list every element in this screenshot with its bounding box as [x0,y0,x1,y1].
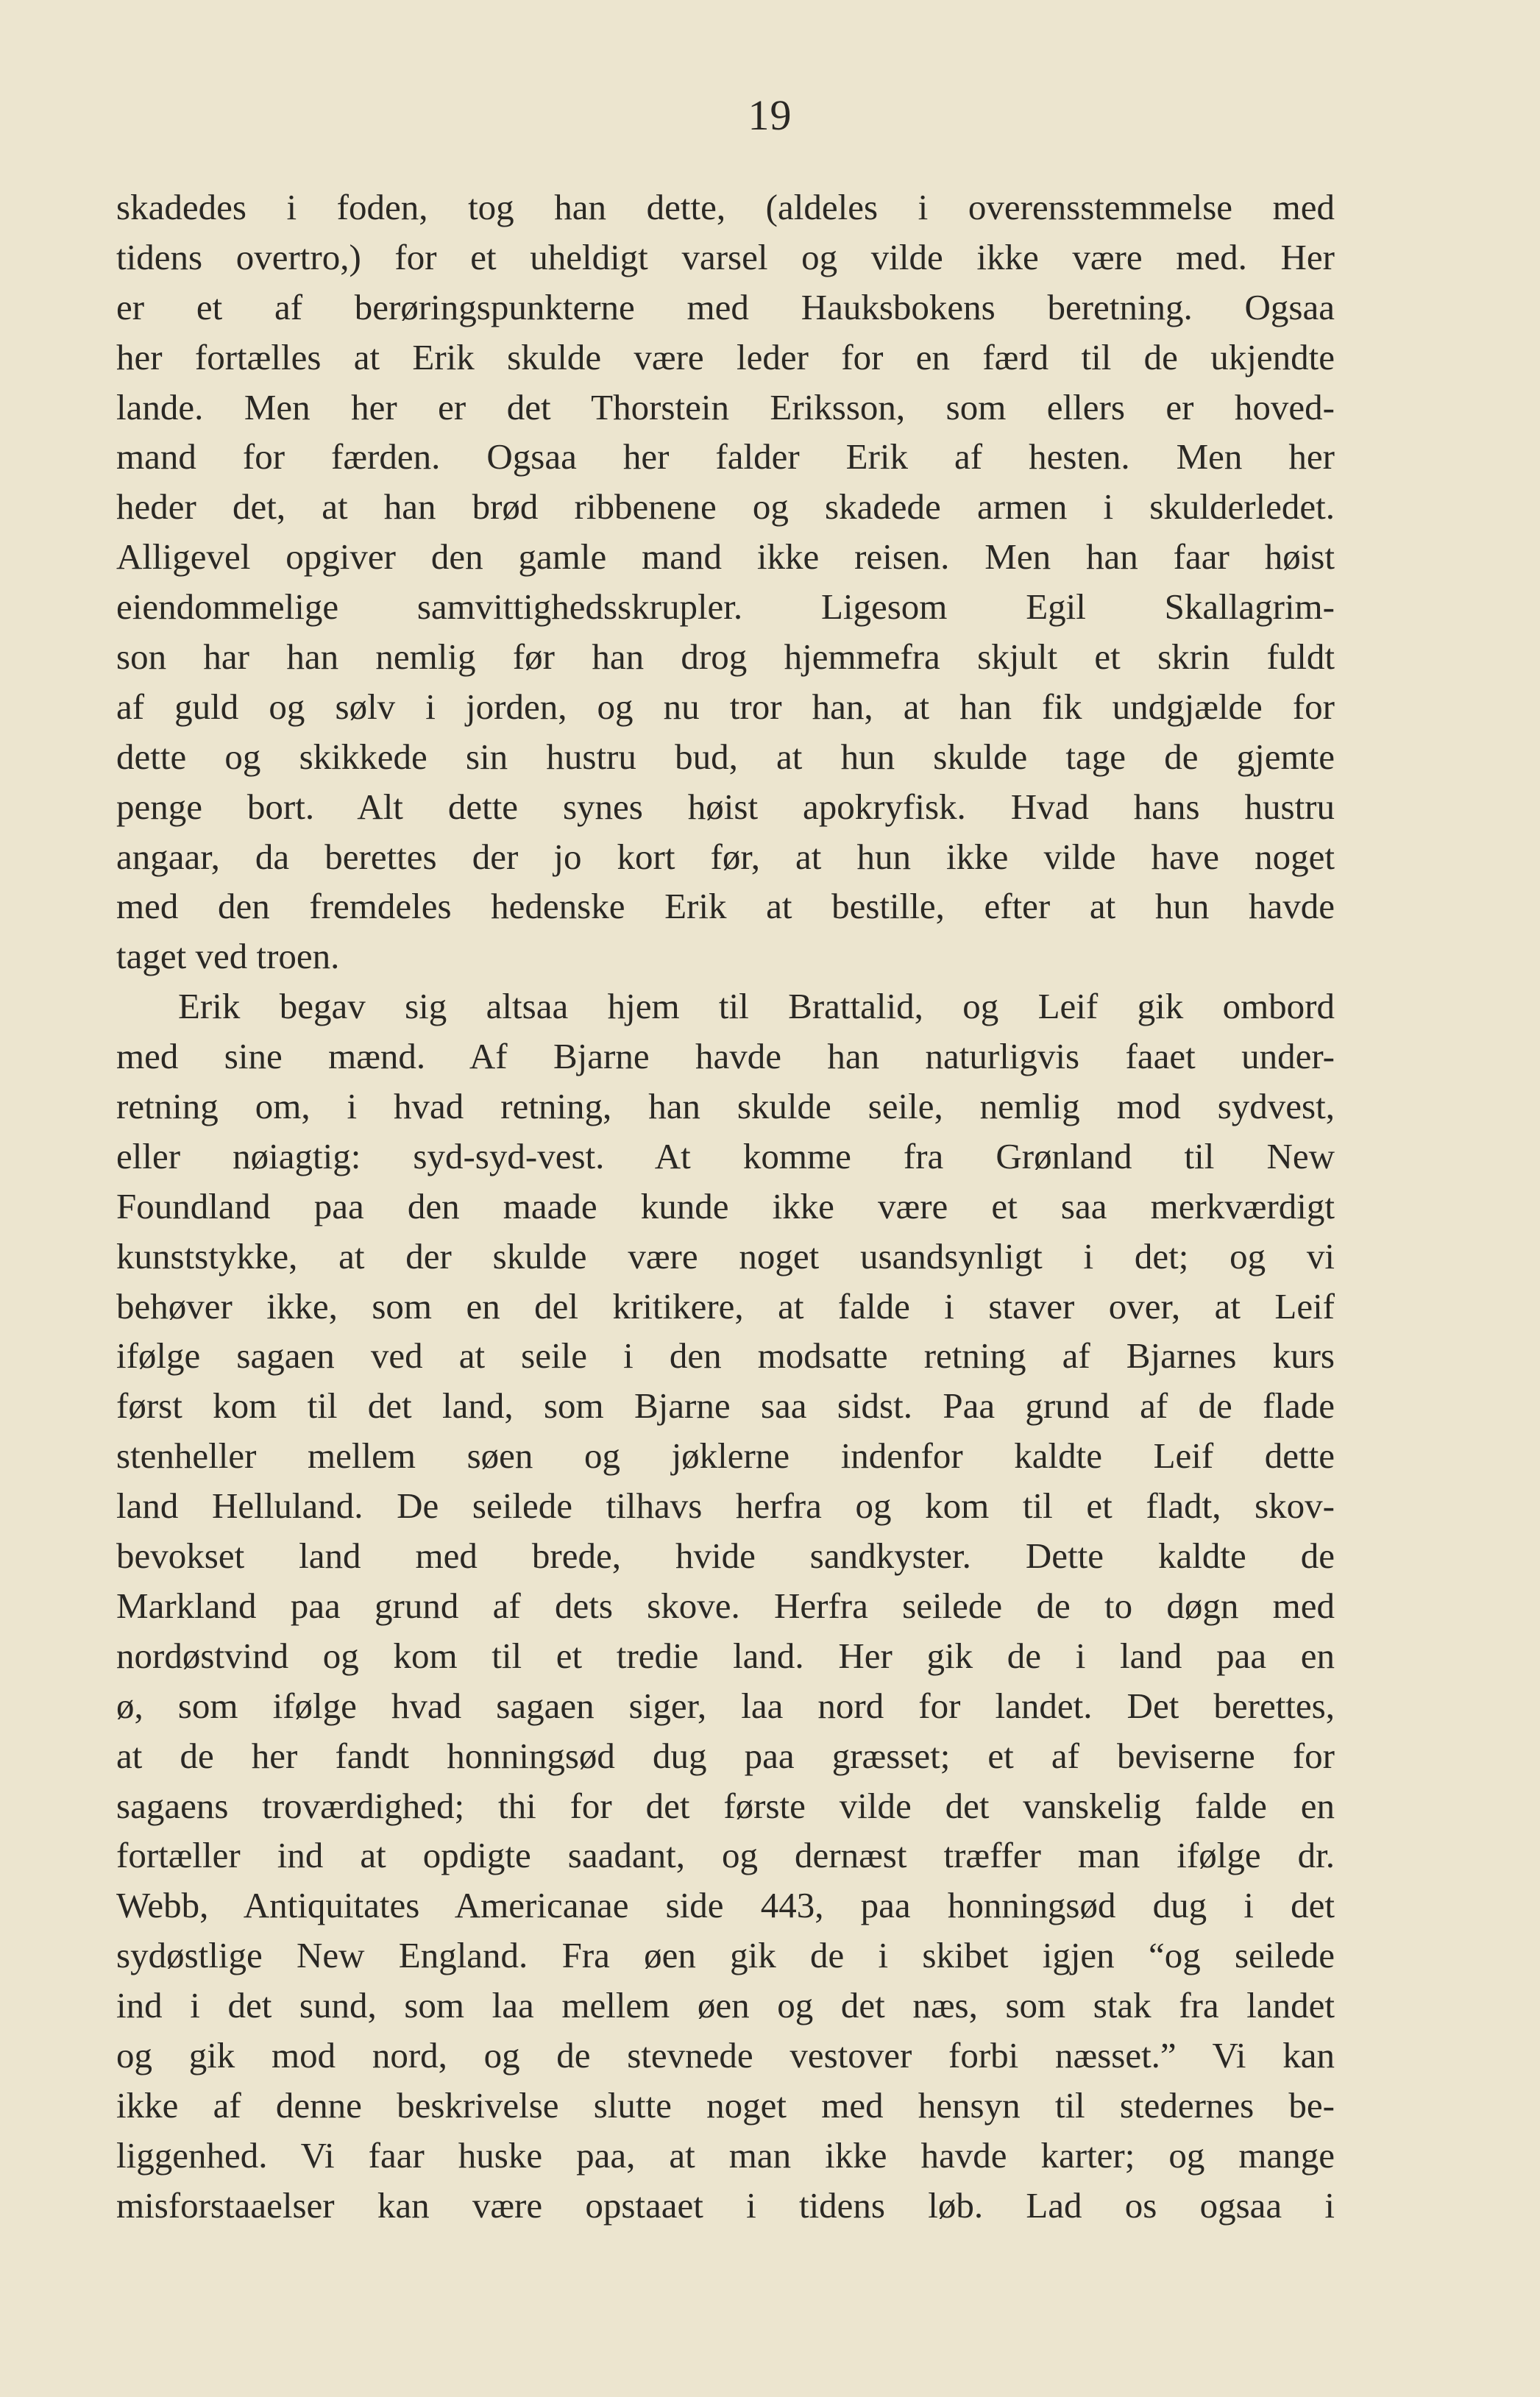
text-line: heder det, at han brød ribbenene og skadede armen i skulderledet. [116,486,1335,528]
text-line: behøver ikke, som en del kritikere, at falde i staver over, at Leif [116,1285,1335,1327]
text-line: med den fremdeles hedenske Erik at bestille, efter at hun havde [116,886,1335,927]
text-line: sagaens troværdighed; thi for det første vilde det vanskelig falde en [116,1785,1335,1826]
text-line: mand for færden. Ogsaa her falder Erik af hesten. Men her [116,436,1335,477]
text-line: fortæller ind at opdigte saadant, og dernæst træffer man ifølge dr. [116,1835,1335,1876]
text-line: land Helluland. De seilede tilhavs herfra og kom til et fladt, skov- [116,1485,1335,1527]
text-line: Markland paa grund af dets skove. Herfra seilede de to døgn med [116,1585,1335,1626]
text-line: kunststykke, at der skulde være noget usandsynligt i det; og vi [116,1235,1335,1276]
text-line: Alligevel opgiver den gamle mand ikke reisen. Men han faar høist [116,536,1335,578]
text-line: ind i det sund, som laa mellem øen og det næs, som stak fra landet [116,1985,1335,2026]
text-line: og gik mod nord, og de stevnede vestover forbi næsset.” Vi kan [116,2034,1335,2075]
text-line: angaar, da berettes der jo kort før, at hun ikke vilde have noget [116,836,1335,877]
text-line: at de her fandt honningsød dug paa græsset; et af beviserne for [116,1735,1335,1776]
text-line: liggenhed. Vi faar huske paa, at man ikke havde karter; og mange [116,2134,1335,2176]
text-line: ikke af denne beskrivelse slutte noget med hensyn til stedernes be- [116,2084,1335,2126]
text-line: af guld og sølv i jorden, og nu tror han, at han fik undgjælde for [116,686,1335,727]
page-number: 19 [748,91,792,139]
text-line: med sine mænd. Af Bjarne havde han naturligvis faaet under- [116,1036,1335,1077]
body-text [116,182,1335,2231]
text-line: bevokset land med brede, hvide sandkyster. Dette kaldte de [116,1535,1335,1577]
text-line: nordøstvind og kom til et tredie land. Her gik de i land paa en [116,1635,1335,1676]
text-line: Foundland paa den maade kunde ikke være et saa merkværdigt [116,1185,1335,1226]
text-line: Webb, Antiquitates Americanae side 443, paa honningsød dug i det [116,1885,1335,1926]
paragraph-start-line: Erik begav sig altsaa hjem til Brattalid, og Leif gik ombord [178,986,1335,1027]
text-line: son har han nemlig før han drog hjemmefra skjult et skrin fuldt [116,636,1335,678]
text-line: tidens overtro,) for et uheldigt varsel og vilde ikke være med. Her [116,236,1335,277]
text-line: eiendommelige samvittighedsskrupler. Ligesom Egil Skallagrim- [116,586,1335,628]
text-line: retning om, i hvad retning, han skulde seile, nemlig mod sydvest, [116,1086,1335,1127]
text-line: lande. Men her er det Thorstein Eriksson, som ellers er hoved- [116,386,1335,427]
text-line: ifølge sagaen ved at seile i den modsatte retning af Bjarnes kurs [116,1335,1335,1377]
text-line: eller nøiagtig: syd-syd-vest. At komme fra Grønland til New [116,1135,1335,1176]
text-line: skadedes i foden, tog han dette, (aldeles i overensstemmelse med [116,187,1335,227]
text-line: stenheller mellem søen og jøklerne indenfor kaldte Leif dette [116,1435,1335,1477]
paragraph-end-line: taget ved troen. [116,936,340,977]
text-line: er et af berøringspunkterne med Hauksbokens beretning. Ogsaa [116,286,1335,327]
text-line: ø, som ifølge hvad sagaen siger, laa nord for landet. Det berettes, [116,1685,1335,1726]
text-line: først kom til det land, som Bjarne saa sidst. Paa grund af de flade [116,1385,1335,1427]
text-line: her fortælles at Erik skulde være leder for en færd til de ukjendte [116,336,1335,377]
text-line: dette og skikkede sin hustru bud, at hun skulde tage de gjemte [116,736,1335,777]
text-line: misforstaaelser kan være opstaaet i tidens løb. Lad os ogsaa i [116,2184,1335,2226]
text-line: penge bort. Alt dette synes høist apokryfisk. Hvad hans hustru [116,786,1335,827]
text-line: sydøstlige New England. Fra øen gik de i skibet igjen “og seilede [116,1935,1335,1976]
